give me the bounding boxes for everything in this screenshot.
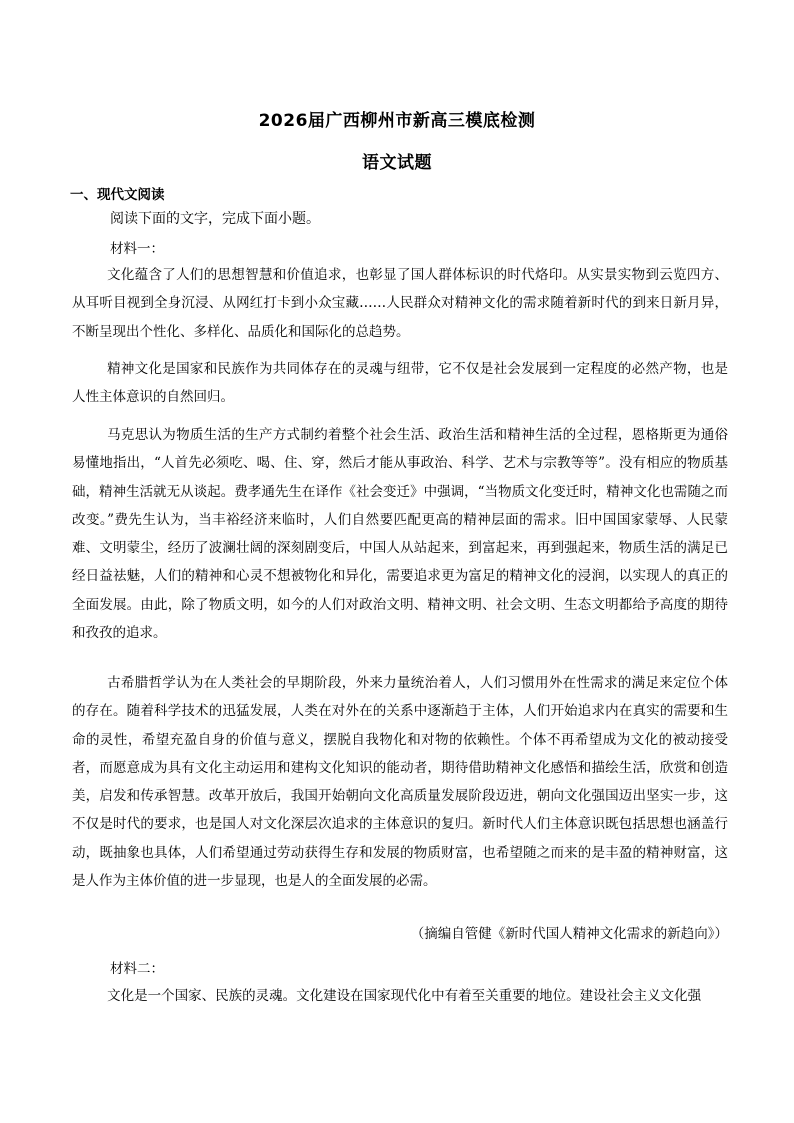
material-one-label: 材料一： bbox=[110, 241, 164, 257]
material-one-paragraph: 古希腊哲学认为在人类社会的早期阶段，外来力量统治着人，人们习惯用外在性需求的满足来定位个体的存在。随着科学技术的迅猛发展，人类在对外在的关系中逐渐趋于主体，人们开始追求内在真实的需要和生命的灵性，希望充盈自身的价值与意义，摆脱自我物化和对物的依赖性。个体不再希望成为文化的被动接受者，而愿意成为具有文化主动运用和建构文化知识的能动者，期待借助精神文化感悟和描绘生活，欣赏和创造美，启发和传承智慧。改革开放后，我国开始朝向文化高质量发展阶段迈进，朝向文化强国迈出坚实一步，这不仅是时代的要求，也是国人对文化深层次追求的主体意识的复归。新时代人们主体意识既包括思想也涵盖行动，既抽象也具体，人们希望通过劳动获得生存和发展的物质财富，也希望随之而来的是丰盈的精神财富，这是人作为主体价值的进一步显现，也是人的全面发展的必需。 bbox=[72, 675, 728, 890]
material-one-paragraph: 精神文化是国家和民族作为共同体存在的灵魂与纽带，它不仅是社会发展到一定程度的必然产物，也是人性主体意识的自然回归。 bbox=[72, 361, 728, 406]
material-one-paragraph: 马克思认为物质生活的生产方式制约着整个社会生活、政治生活和精神生活的全过程，恩格斯更为通俗易懂地指出，“人首先必须吃、喝、住、穿，然后才能从事政治、科学、艺术与宗教等等”。没有相应的物质基础，精神生活就无从谈起。费孝通先生在译作《社会变迁》中强调，“当物质文化变迁时，精神文化也需随之而改变。”费先生认为，当丰裕经济来临时，人们自然要匹配更高的精神层面的需求。旧中国国家蒙辱、人民蒙难、文明蒙尘，经历了波澜壮阔的深刻剧变后，中国人从站起来，到富起来，再到强起来，物质生活的满足已经日益祛魅，人们的精神和心灵不想被物化和异化，需要追求更为富足的精神文化的浸润，以实现人的真正的全面发展。由此，除了物质文明，如今的人们对政治文明、精神文明、社会文明、生态文明都给予高度的期待和孜孜的追求。 bbox=[72, 427, 728, 642]
page-title: 2026届广西柳州市新高三模底检测 bbox=[258, 111, 536, 131]
material-one-paragraph: 文化蕴含了人们的思想智慧和价值追求，也彰显了国人群体标识的时代烙印。从实景实物到云览四方、从耳听目视到全身沉浸、从网红打卡到小众宝藏……人民群众对精神文化的需求随着新时代的到来日新月异，不断呈现出个性化、多样化、品质化和国际化的总趋势。 bbox=[72, 267, 728, 340]
material-two-paragraph: 文化是一个国家、民族的灵魂。文化建设在国家现代化中有着至关重要的地位。建设社会主义文化强 bbox=[107, 988, 702, 1004]
material-one-source: （摘编自管健《新时代国人精神文化需求的新趋向》） bbox=[410, 926, 728, 942]
material-two-label: 材料二： bbox=[110, 961, 164, 977]
section-heading: 一、现代文阅读 bbox=[70, 187, 165, 203]
page-subtitle: 语文试题 bbox=[362, 153, 432, 173]
reading-instruction: 阅读下面的文字，完成下面小题。 bbox=[110, 211, 320, 227]
